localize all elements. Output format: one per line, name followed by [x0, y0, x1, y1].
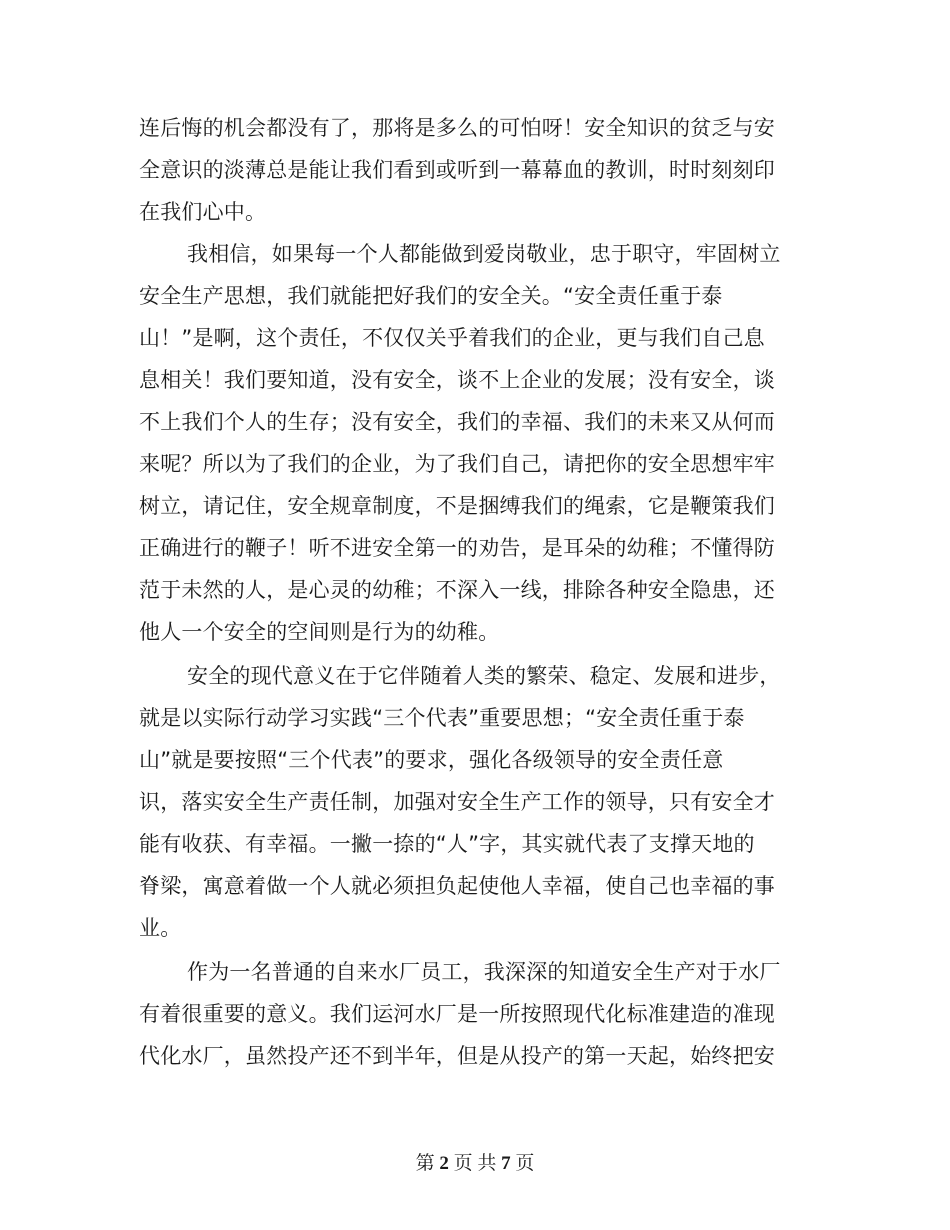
text-line: 识，落实安全生产责任制，加强对安全生产工作的领导，只有安全才 [139, 790, 775, 814]
text-line: 业。 [139, 916, 182, 940]
text-line: 就是以实际行动学习实践“三个代表”重要思想；“安全责任重于泰 [139, 706, 745, 730]
text-line: 全意识的淡薄总是能让我们看到或听到一幕幕血的教训，时时刻刻印 [139, 158, 775, 182]
text-line: 山！”是啊，这个责任，不仅仅关乎着我们的企业，更与我们自己息 [139, 326, 765, 350]
paragraph-start-line: 我相信，如果每一个人都能做到爱岗敬业，忠于职守，牢固树立 [187, 242, 781, 266]
footer-prefix: 第 [415, 1153, 435, 1174]
text-line: 在我们心中。 [139, 200, 267, 224]
text-line: 脊梁，寓意着做一个人就必须担负起使他人幸福，使自己也幸福的事 [139, 874, 775, 898]
total-pages-number: 7 [501, 1153, 511, 1174]
text-line: 山”就是要按照“三个代表”的要求，强化各级领导的安全责任意 [139, 748, 724, 772]
text-line: 范于未然的人，是心灵的幼稚；不深入一线，排除各种安全隐患，还 [139, 578, 775, 602]
text-line: 有着很重要的意义。我们运河水厂是一所按照现代化标准建造的准现 [139, 1002, 775, 1026]
footer-middle: 页 共 [453, 1153, 497, 1174]
text-line: 不上我们个人的生存；没有安全，我们的幸福、我们的未来又从何而 [139, 410, 775, 434]
paragraph-start-line: 安全的现代意义在于它伴随着人类的繁荣、稳定、发展和进步， [187, 664, 781, 688]
text-line: 安全生产思想，我们就能把好我们的安全关。“安全责任重于泰 [139, 284, 723, 308]
text-line: 连后悔的机会都没有了，那将是多么的可怕呀！安全知识的贫乏与安 [139, 116, 775, 140]
text-line: 代化水厂，虽然投产还不到半年，但是从投产的第一天起，始终把安 [139, 1044, 775, 1068]
paragraph-start-line: 作为一名普通的自来水厂员工，我深深的知道安全生产对于水厂 [187, 960, 781, 984]
text-line: 树立，请记住，安全规章制度，不是捆缚我们的绳索，它是鞭策我们 [139, 494, 775, 518]
text-line: 他人一个安全的空间则是行为的幼稚。 [139, 620, 500, 644]
footer-suffix: 页 [515, 1153, 535, 1174]
text-line: 来呢？所以为了我们的企业，为了我们自己，请把你的安全思想牢牢 [139, 452, 775, 476]
current-page-number: 2 [439, 1153, 449, 1174]
text-line: 能有收获、有幸福。一撇一捺的“人”字，其实就代表了支撑天地的 [139, 832, 755, 856]
text-line: 正确进行的鞭子！听不进安全第一的劝告，是耳朵的幼稚；不懂得防 [139, 536, 775, 560]
text-line: 息相关！我们要知道，没有安全，谈不上企业的发展；没有安全，谈 [139, 368, 775, 392]
page-footer [0, 1148, 950, 1180]
